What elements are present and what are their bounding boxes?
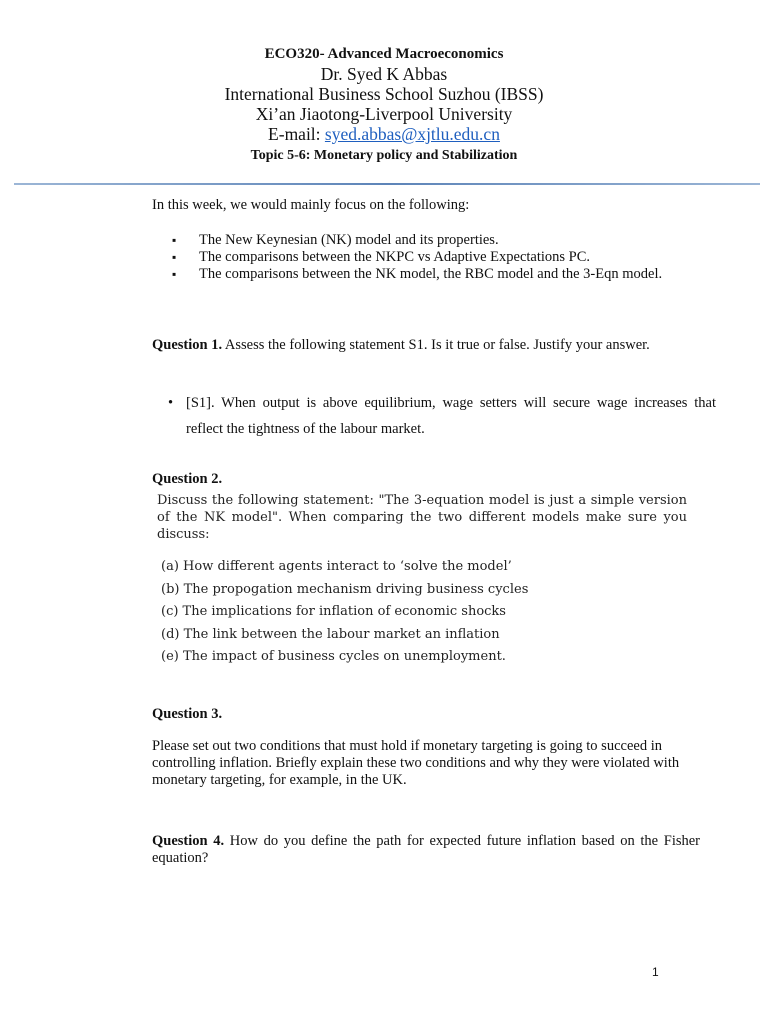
document-header	[0, 44, 768, 166]
intro-text: In this week, we would mainly focus on the following:	[152, 197, 470, 213]
list-item: ▪ The comparisons between the NKPC vs Adaptive Expectations PC.	[152, 249, 700, 266]
question-3-label: Question 3.	[152, 706, 223, 722]
lecturer-name: Dr. Syed K Abbas	[320, 64, 448, 84]
question-4-text: How do you define the path for expected future inflation based on the Fisher equation?	[152, 833, 700, 866]
topic-title: Topic 5-6: Monetary policy and Stabilization	[250, 148, 518, 163]
list-item: (e) The impact of business cycles on unemployment.	[161, 649, 506, 664]
course-title: ECO320- Advanced Macroeconomics	[264, 46, 504, 62]
email-line	[0, 124, 768, 144]
list-item: (c) The implications for inflation of economic shocks	[161, 604, 506, 619]
question-2-text: Discuss the following statement: "The 3-equation model is just a simple version of the NK model". When comparing the two different models make sure you discuss:	[157, 493, 687, 542]
focus-list	[152, 232, 700, 283]
list-item: (a) How different agents interact to ‘solve the model’	[161, 559, 512, 574]
school-name: International Business School Suzhou (IBSS)	[224, 84, 544, 104]
question-1-text: Assess the following statement S1. Is it true or false. Justify your answer.	[222, 337, 650, 353]
page-number: 1	[652, 965, 659, 979]
question-3-text: Please set out two conditions that must hold if monetary targeting is going to succeed in controlling inflation. Briefly explain these two conditions and why they were violated with monetary targeting, for example, in the UK.	[152, 738, 680, 788]
question-4-label: Question 4.	[152, 833, 225, 849]
question-2-items	[161, 556, 528, 669]
header-divider	[14, 183, 760, 185]
list-item: (b) The propogation mechanism driving business cycles	[161, 581, 529, 597]
question-4	[152, 833, 700, 867]
list-item: ▪ The New Keynesian (NK) model and its properties.	[152, 232, 700, 249]
statement-s1: • [S1]. When output is above equilibrium, wage setters will secure wage increases that reflect the tightness of the labour market.	[168, 390, 716, 442]
question-2-label: Question 2.	[152, 471, 223, 487]
email-label: E-mail:	[268, 124, 325, 144]
list-item: (d) The link between the labour market an inflation	[161, 626, 500, 642]
email-link[interactable]: syed.abbas@xjtlu.edu.cn	[324, 124, 500, 144]
list-item: ▪ The comparisons between the NK model, the RBC model and the 3-Eqn model.	[152, 266, 700, 283]
university-name: Xi’an Jiaotong-Liverpool University	[255, 104, 513, 124]
question-1	[152, 332, 700, 358]
question-1-label: Question 1.	[152, 337, 223, 353]
